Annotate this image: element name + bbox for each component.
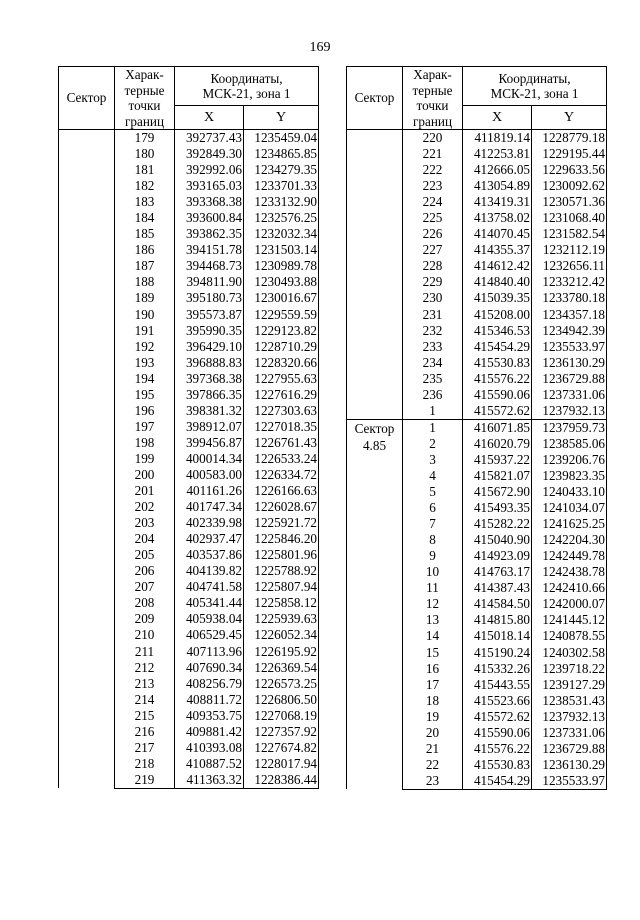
point-number-cell: 189: [115, 290, 175, 306]
x-coordinate-cell: 414763.17: [463, 564, 532, 580]
y-coordinate-cell: 1239206.76: [532, 452, 607, 468]
y-coordinate-cell: 1241625.25: [532, 516, 607, 532]
x-coordinate-cell: 395990.35: [175, 323, 244, 339]
point-number-cell: 181: [115, 162, 175, 178]
y-coordinate-cell: 1242000.07: [532, 596, 607, 612]
point-number-cell: 214: [115, 692, 175, 708]
x-coordinate-cell: 394151.78: [175, 242, 244, 258]
x-coordinate-cell: 415821.07: [463, 468, 532, 484]
y-coordinate-cell: 1227018.35: [244, 419, 319, 435]
x-coordinate-cell: 395573.87: [175, 307, 244, 323]
x-coordinate-cell: 415530.83: [463, 757, 532, 773]
point-number-cell: 222: [403, 162, 463, 178]
y-coordinate-cell: 1226369.54: [244, 660, 319, 676]
y-coordinate-cell: 1225858.12: [244, 595, 319, 611]
x-coordinate-cell: 414355.37: [463, 242, 532, 258]
sector-name-line: 4.85: [362, 437, 387, 453]
point-number-cell: 212: [115, 660, 175, 676]
point-number-cell: 234: [403, 355, 463, 371]
x-coordinate-cell: 408256.79: [175, 676, 244, 692]
point-number-cell: 185: [115, 226, 175, 242]
y-coordinate-cell: 1227357.92: [244, 724, 319, 740]
point-number-cell: 236: [403, 387, 463, 403]
header-y: Y: [244, 106, 319, 130]
point-number-cell: 7: [403, 516, 463, 532]
x-coordinate-cell: 411819.14: [463, 130, 532, 147]
x-coordinate-cell: 414070.45: [463, 226, 532, 242]
y-coordinate-cell: 1230493.88: [244, 274, 319, 290]
x-coordinate-cell: 413054.89: [463, 178, 532, 194]
point-number-cell: 20: [403, 725, 463, 741]
x-coordinate-cell: 415590.06: [463, 387, 532, 403]
header-points-line: границ: [412, 113, 453, 129]
y-coordinate-cell: 1226573.25: [244, 676, 319, 692]
x-coordinate-cell: 393862.35: [175, 226, 244, 242]
x-coordinate-cell: 402937.47: [175, 531, 244, 547]
y-coordinate-cell: 1233212.42: [532, 274, 607, 290]
x-coordinate-cell: 416020.79: [463, 436, 532, 452]
x-coordinate-cell: 415572.62: [463, 709, 532, 725]
y-coordinate-cell: 1234357.18: [532, 307, 607, 323]
point-number-cell: 219: [115, 772, 175, 789]
y-coordinate-cell: 1227303.63: [244, 403, 319, 419]
x-coordinate-cell: 396888.83: [175, 355, 244, 371]
point-number-cell: 232: [403, 323, 463, 339]
point-number-cell: 180: [115, 146, 175, 162]
y-coordinate-cell: 1225801.96: [244, 547, 319, 563]
table-row: [347, 419, 607, 436]
point-number-cell: 217: [115, 740, 175, 756]
x-coordinate-cell: 396429.10: [175, 339, 244, 355]
header-points-line: Харак-: [413, 67, 452, 82]
header-x: X: [463, 106, 532, 130]
y-coordinate-cell: 1226195.92: [244, 644, 319, 660]
x-coordinate-cell: 405341.44: [175, 595, 244, 611]
x-coordinate-cell: 410887.52: [175, 756, 244, 772]
y-coordinate-cell: 1230571.36: [532, 194, 607, 210]
point-number-cell: 1: [403, 419, 463, 436]
y-coordinate-cell: 1229195.44: [532, 146, 607, 162]
x-coordinate-cell: 415576.22: [463, 371, 532, 387]
point-number-cell: 8: [403, 532, 463, 548]
y-coordinate-cell: 1242449.78: [532, 548, 607, 564]
point-number-cell: 204: [115, 531, 175, 547]
y-coordinate-cell: 1228386.44: [244, 772, 319, 789]
header-points-line: терные: [124, 82, 165, 98]
header-x: X: [175, 106, 244, 130]
x-coordinate-cell: 415443.55: [463, 677, 532, 693]
point-number-cell: 216: [115, 724, 175, 740]
x-coordinate-cell: 398381.32: [175, 403, 244, 419]
y-coordinate-cell: 1241034.07: [532, 500, 607, 516]
point-number-cell: 224: [403, 194, 463, 210]
point-number-cell: 196: [115, 403, 175, 419]
x-coordinate-cell: 414584.50: [463, 596, 532, 612]
x-coordinate-cell: 415018.14: [463, 628, 532, 644]
header-points-line: точки: [416, 98, 449, 113]
y-coordinate-cell: 1232576.25: [244, 210, 319, 226]
point-number-cell: 218: [115, 756, 175, 772]
y-coordinate-cell: 1239127.29: [532, 677, 607, 693]
x-coordinate-cell: 392992.06: [175, 162, 244, 178]
y-coordinate-cell: 1235533.97: [532, 339, 607, 355]
table-row: [347, 130, 607, 147]
y-coordinate-cell: 1225807.94: [244, 579, 319, 595]
header-coordinates-line: Координаты,: [210, 70, 283, 86]
point-number-cell: 16: [403, 661, 463, 677]
point-number-cell: 17: [403, 677, 463, 693]
y-coordinate-cell: 1227674.82: [244, 740, 319, 756]
y-coordinate-cell: 1237932.13: [532, 403, 607, 420]
header-points: [403, 67, 463, 130]
point-number-cell: 225: [403, 210, 463, 226]
y-coordinate-cell: 1235459.04: [244, 130, 319, 147]
point-number-cell: 15: [403, 645, 463, 661]
header-points-line: границ: [124, 113, 165, 129]
point-number-cell: 194: [115, 371, 175, 387]
y-coordinate-cell: 1237959.73: [532, 419, 607, 436]
y-coordinate-cell: 1242204.30: [532, 532, 607, 548]
y-coordinate-cell: 1240302.58: [532, 645, 607, 661]
x-coordinate-cell: 413419.31: [463, 194, 532, 210]
x-coordinate-cell: 415190.24: [463, 645, 532, 661]
y-coordinate-cell: 1227068.19: [244, 708, 319, 724]
y-coordinate-cell: 1234942.39: [532, 323, 607, 339]
x-coordinate-cell: 394468.73: [175, 258, 244, 274]
point-number-cell: 201: [115, 483, 175, 499]
x-coordinate-cell: 399456.87: [175, 435, 244, 451]
point-number-cell: 200: [115, 467, 175, 483]
y-coordinate-cell: 1237331.06: [532, 387, 607, 403]
x-coordinate-cell: 414923.09: [463, 548, 532, 564]
header-sector: Сектор: [59, 67, 115, 130]
x-coordinate-cell: 408811.72: [175, 692, 244, 708]
point-number-cell: 206: [115, 563, 175, 579]
point-number-cell: 233: [403, 339, 463, 355]
point-number-cell: 228: [403, 258, 463, 274]
point-number-cell: 223: [403, 178, 463, 194]
y-coordinate-cell: 1226533.24: [244, 451, 319, 467]
header-points-line: терные: [412, 82, 453, 98]
y-coordinate-cell: 1232032.34: [244, 226, 319, 242]
header-coordinates-line: МСК-21, зона 1: [202, 86, 291, 101]
y-coordinate-cell: 1225846.20: [244, 531, 319, 547]
x-coordinate-cell: 393165.03: [175, 178, 244, 194]
point-number-cell: 183: [115, 194, 175, 210]
x-coordinate-cell: 405938.04: [175, 611, 244, 627]
x-coordinate-cell: 415039.35: [463, 290, 532, 306]
y-coordinate-cell: 1229123.82: [244, 323, 319, 339]
point-number-cell: 191: [115, 323, 175, 339]
coordinates-table-right: [346, 66, 607, 790]
header-coordinates: [463, 67, 607, 106]
y-coordinate-cell: 1242438.78: [532, 564, 607, 580]
point-number-cell: 14: [403, 628, 463, 644]
x-coordinate-cell: 411363.32: [175, 772, 244, 789]
point-number-cell: 4: [403, 468, 463, 484]
x-coordinate-cell: 414387.43: [463, 580, 532, 596]
point-number-cell: 205: [115, 547, 175, 563]
point-number-cell: 202: [115, 499, 175, 515]
coordinates-table-left: [58, 66, 319, 789]
point-number-cell: 22: [403, 757, 463, 773]
y-coordinate-cell: 1233701.33: [244, 178, 319, 194]
x-coordinate-cell: 397368.38: [175, 371, 244, 387]
y-coordinate-cell: 1232112.19: [532, 242, 607, 258]
y-coordinate-cell: 1242410.66: [532, 580, 607, 596]
y-coordinate-cell: 1233780.18: [532, 290, 607, 306]
point-number-cell: 1: [403, 403, 463, 420]
point-number-cell: 12: [403, 596, 463, 612]
point-number-cell: 188: [115, 274, 175, 290]
point-number-cell: 21: [403, 741, 463, 757]
y-coordinate-cell: 1229559.59: [244, 307, 319, 323]
x-coordinate-cell: 393600.84: [175, 210, 244, 226]
point-number-cell: 187: [115, 258, 175, 274]
x-coordinate-cell: 415572.62: [463, 403, 532, 420]
y-coordinate-cell: 1241445.12: [532, 612, 607, 628]
sector-name-line: Сектор: [354, 420, 395, 436]
x-coordinate-cell: 409881.42: [175, 724, 244, 740]
x-coordinate-cell: 404139.82: [175, 563, 244, 579]
point-number-cell: 190: [115, 307, 175, 323]
x-coordinate-cell: 412253.81: [463, 146, 532, 162]
x-coordinate-cell: 404741.58: [175, 579, 244, 595]
y-coordinate-cell: 1225788.92: [244, 563, 319, 579]
y-coordinate-cell: 1231582.54: [532, 226, 607, 242]
y-coordinate-cell: 1230092.62: [532, 178, 607, 194]
x-coordinate-cell: 415530.83: [463, 355, 532, 371]
point-number-cell: 3: [403, 452, 463, 468]
y-coordinate-cell: 1226052.34: [244, 627, 319, 643]
x-coordinate-cell: 409353.75: [175, 708, 244, 724]
sector-cell: [347, 419, 403, 789]
point-number-cell: 198: [115, 435, 175, 451]
y-coordinate-cell: 1236729.88: [532, 741, 607, 757]
x-coordinate-cell: 398912.07: [175, 419, 244, 435]
y-coordinate-cell: 1232656.11: [532, 258, 607, 274]
x-coordinate-cell: 415282.22: [463, 516, 532, 532]
point-number-cell: 193: [115, 355, 175, 371]
y-coordinate-cell: 1238585.06: [532, 436, 607, 452]
point-number-cell: 197: [115, 419, 175, 435]
point-number-cell: 182: [115, 178, 175, 194]
x-coordinate-cell: 401747.34: [175, 499, 244, 515]
x-coordinate-cell: 403537.86: [175, 547, 244, 563]
x-coordinate-cell: 392737.43: [175, 130, 244, 147]
x-coordinate-cell: 415454.29: [463, 773, 532, 790]
x-coordinate-cell: 410393.08: [175, 740, 244, 756]
x-coordinate-cell: 415493.35: [463, 500, 532, 516]
point-number-cell: 227: [403, 242, 463, 258]
x-coordinate-cell: 393368.38: [175, 194, 244, 210]
point-number-cell: 186: [115, 242, 175, 258]
header-sector: Сектор: [347, 67, 403, 130]
point-number-cell: 220: [403, 130, 463, 147]
y-coordinate-cell: 1235533.97: [532, 773, 607, 790]
point-number-cell: 5: [403, 484, 463, 500]
y-coordinate-cell: 1231068.40: [532, 210, 607, 226]
x-coordinate-cell: 412666.05: [463, 162, 532, 178]
x-coordinate-cell: 392849.30: [175, 146, 244, 162]
point-number-cell: 184: [115, 210, 175, 226]
point-number-cell: 199: [115, 451, 175, 467]
y-coordinate-cell: 1225939.63: [244, 611, 319, 627]
table-row: [59, 130, 319, 147]
page-number: 169: [309, 40, 331, 55]
x-coordinate-cell: 415040.90: [463, 532, 532, 548]
y-coordinate-cell: 1226166.63: [244, 483, 319, 499]
point-number-cell: 13: [403, 612, 463, 628]
x-coordinate-cell: 414815.80: [463, 612, 532, 628]
y-coordinate-cell: 1234865.85: [244, 146, 319, 162]
y-coordinate-cell: 1229633.56: [532, 162, 607, 178]
point-number-cell: 211: [115, 644, 175, 660]
x-coordinate-cell: 401161.26: [175, 483, 244, 499]
point-number-cell: 207: [115, 579, 175, 595]
header-coordinates-line: МСК-21, зона 1: [490, 86, 579, 101]
x-coordinate-cell: 407690.34: [175, 660, 244, 676]
y-coordinate-cell: 1238531.43: [532, 693, 607, 709]
x-coordinate-cell: 407113.96: [175, 644, 244, 660]
point-number-cell: 213: [115, 676, 175, 692]
header-points-line: точки: [128, 98, 161, 113]
header-y: Y: [532, 106, 607, 130]
y-coordinate-cell: 1226761.43: [244, 435, 319, 451]
point-number-cell: 235: [403, 371, 463, 387]
x-coordinate-cell: 402339.98: [175, 515, 244, 531]
x-coordinate-cell: 416071.85: [463, 419, 532, 436]
x-coordinate-cell: 414840.40: [463, 274, 532, 290]
x-coordinate-cell: 415332.26: [463, 661, 532, 677]
x-coordinate-cell: 394811.90: [175, 274, 244, 290]
x-coordinate-cell: 414612.42: [463, 258, 532, 274]
point-number-cell: 9: [403, 548, 463, 564]
x-coordinate-cell: 415208.00: [463, 307, 532, 323]
y-coordinate-cell: 1226334.72: [244, 467, 319, 483]
point-number-cell: 215: [115, 708, 175, 724]
point-number-cell: 221: [403, 146, 463, 162]
x-coordinate-cell: 415523.66: [463, 693, 532, 709]
y-coordinate-cell: 1236130.29: [532, 355, 607, 371]
table-body-left: [59, 130, 319, 789]
y-coordinate-cell: 1228779.18: [532, 130, 607, 147]
header-points-line: Харак-: [125, 67, 164, 82]
point-number-cell: 210: [115, 627, 175, 643]
header-coordinates-line: Координаты,: [498, 70, 571, 86]
sector-cell: [347, 130, 403, 420]
sector-cell: [59, 130, 115, 789]
point-number-cell: 6: [403, 500, 463, 516]
y-coordinate-cell: 1231503.14: [244, 242, 319, 258]
y-coordinate-cell: 1228017.94: [244, 756, 319, 772]
point-number-cell: 209: [115, 611, 175, 627]
y-coordinate-cell: 1227955.63: [244, 371, 319, 387]
x-coordinate-cell: 415346.53: [463, 323, 532, 339]
x-coordinate-cell: 400583.00: [175, 467, 244, 483]
y-coordinate-cell: 1228320.66: [244, 355, 319, 371]
y-coordinate-cell: 1237932.13: [532, 709, 607, 725]
point-number-cell: 231: [403, 307, 463, 323]
y-coordinate-cell: 1240433.10: [532, 484, 607, 500]
x-coordinate-cell: 395180.73: [175, 290, 244, 306]
point-number-cell: 11: [403, 580, 463, 596]
x-coordinate-cell: 415454.29: [463, 339, 532, 355]
y-coordinate-cell: 1228710.29: [244, 339, 319, 355]
y-coordinate-cell: 1227616.29: [244, 387, 319, 403]
y-coordinate-cell: 1225921.72: [244, 515, 319, 531]
y-coordinate-cell: 1226028.67: [244, 499, 319, 515]
x-coordinate-cell: 400014.34: [175, 451, 244, 467]
x-coordinate-cell: 415590.06: [463, 725, 532, 741]
x-coordinate-cell: 413758.02: [463, 210, 532, 226]
y-coordinate-cell: 1230989.78: [244, 258, 319, 274]
y-coordinate-cell: 1236729.88: [532, 371, 607, 387]
header-points: [115, 67, 175, 130]
table-body-right: [347, 130, 607, 790]
point-number-cell: 230: [403, 290, 463, 306]
point-number-cell: 192: [115, 339, 175, 355]
y-coordinate-cell: 1237331.06: [532, 725, 607, 741]
y-coordinate-cell: 1239718.22: [532, 661, 607, 677]
x-coordinate-cell: 415937.22: [463, 452, 532, 468]
point-number-cell: 10: [403, 564, 463, 580]
point-number-cell: 208: [115, 595, 175, 611]
y-coordinate-cell: 1234279.35: [244, 162, 319, 178]
point-number-cell: 18: [403, 693, 463, 709]
point-number-cell: 19: [403, 709, 463, 725]
point-number-cell: 195: [115, 387, 175, 403]
point-number-cell: 226: [403, 226, 463, 242]
x-coordinate-cell: 415672.90: [463, 484, 532, 500]
y-coordinate-cell: 1239823.35: [532, 468, 607, 484]
y-coordinate-cell: 1236130.29: [532, 757, 607, 773]
x-coordinate-cell: 406529.45: [175, 627, 244, 643]
y-coordinate-cell: 1233132.90: [244, 194, 319, 210]
y-coordinate-cell: 1226806.50: [244, 692, 319, 708]
point-number-cell: 179: [115, 130, 175, 147]
x-coordinate-cell: 415576.22: [463, 741, 532, 757]
x-coordinate-cell: 397866.35: [175, 387, 244, 403]
header-coordinates: [175, 67, 319, 106]
point-number-cell: 23: [403, 773, 463, 790]
y-coordinate-cell: 1240878.55: [532, 628, 607, 644]
point-number-cell: 229: [403, 274, 463, 290]
y-coordinate-cell: 1230016.67: [244, 290, 319, 306]
point-number-cell: 203: [115, 515, 175, 531]
point-number-cell: 2: [403, 436, 463, 452]
